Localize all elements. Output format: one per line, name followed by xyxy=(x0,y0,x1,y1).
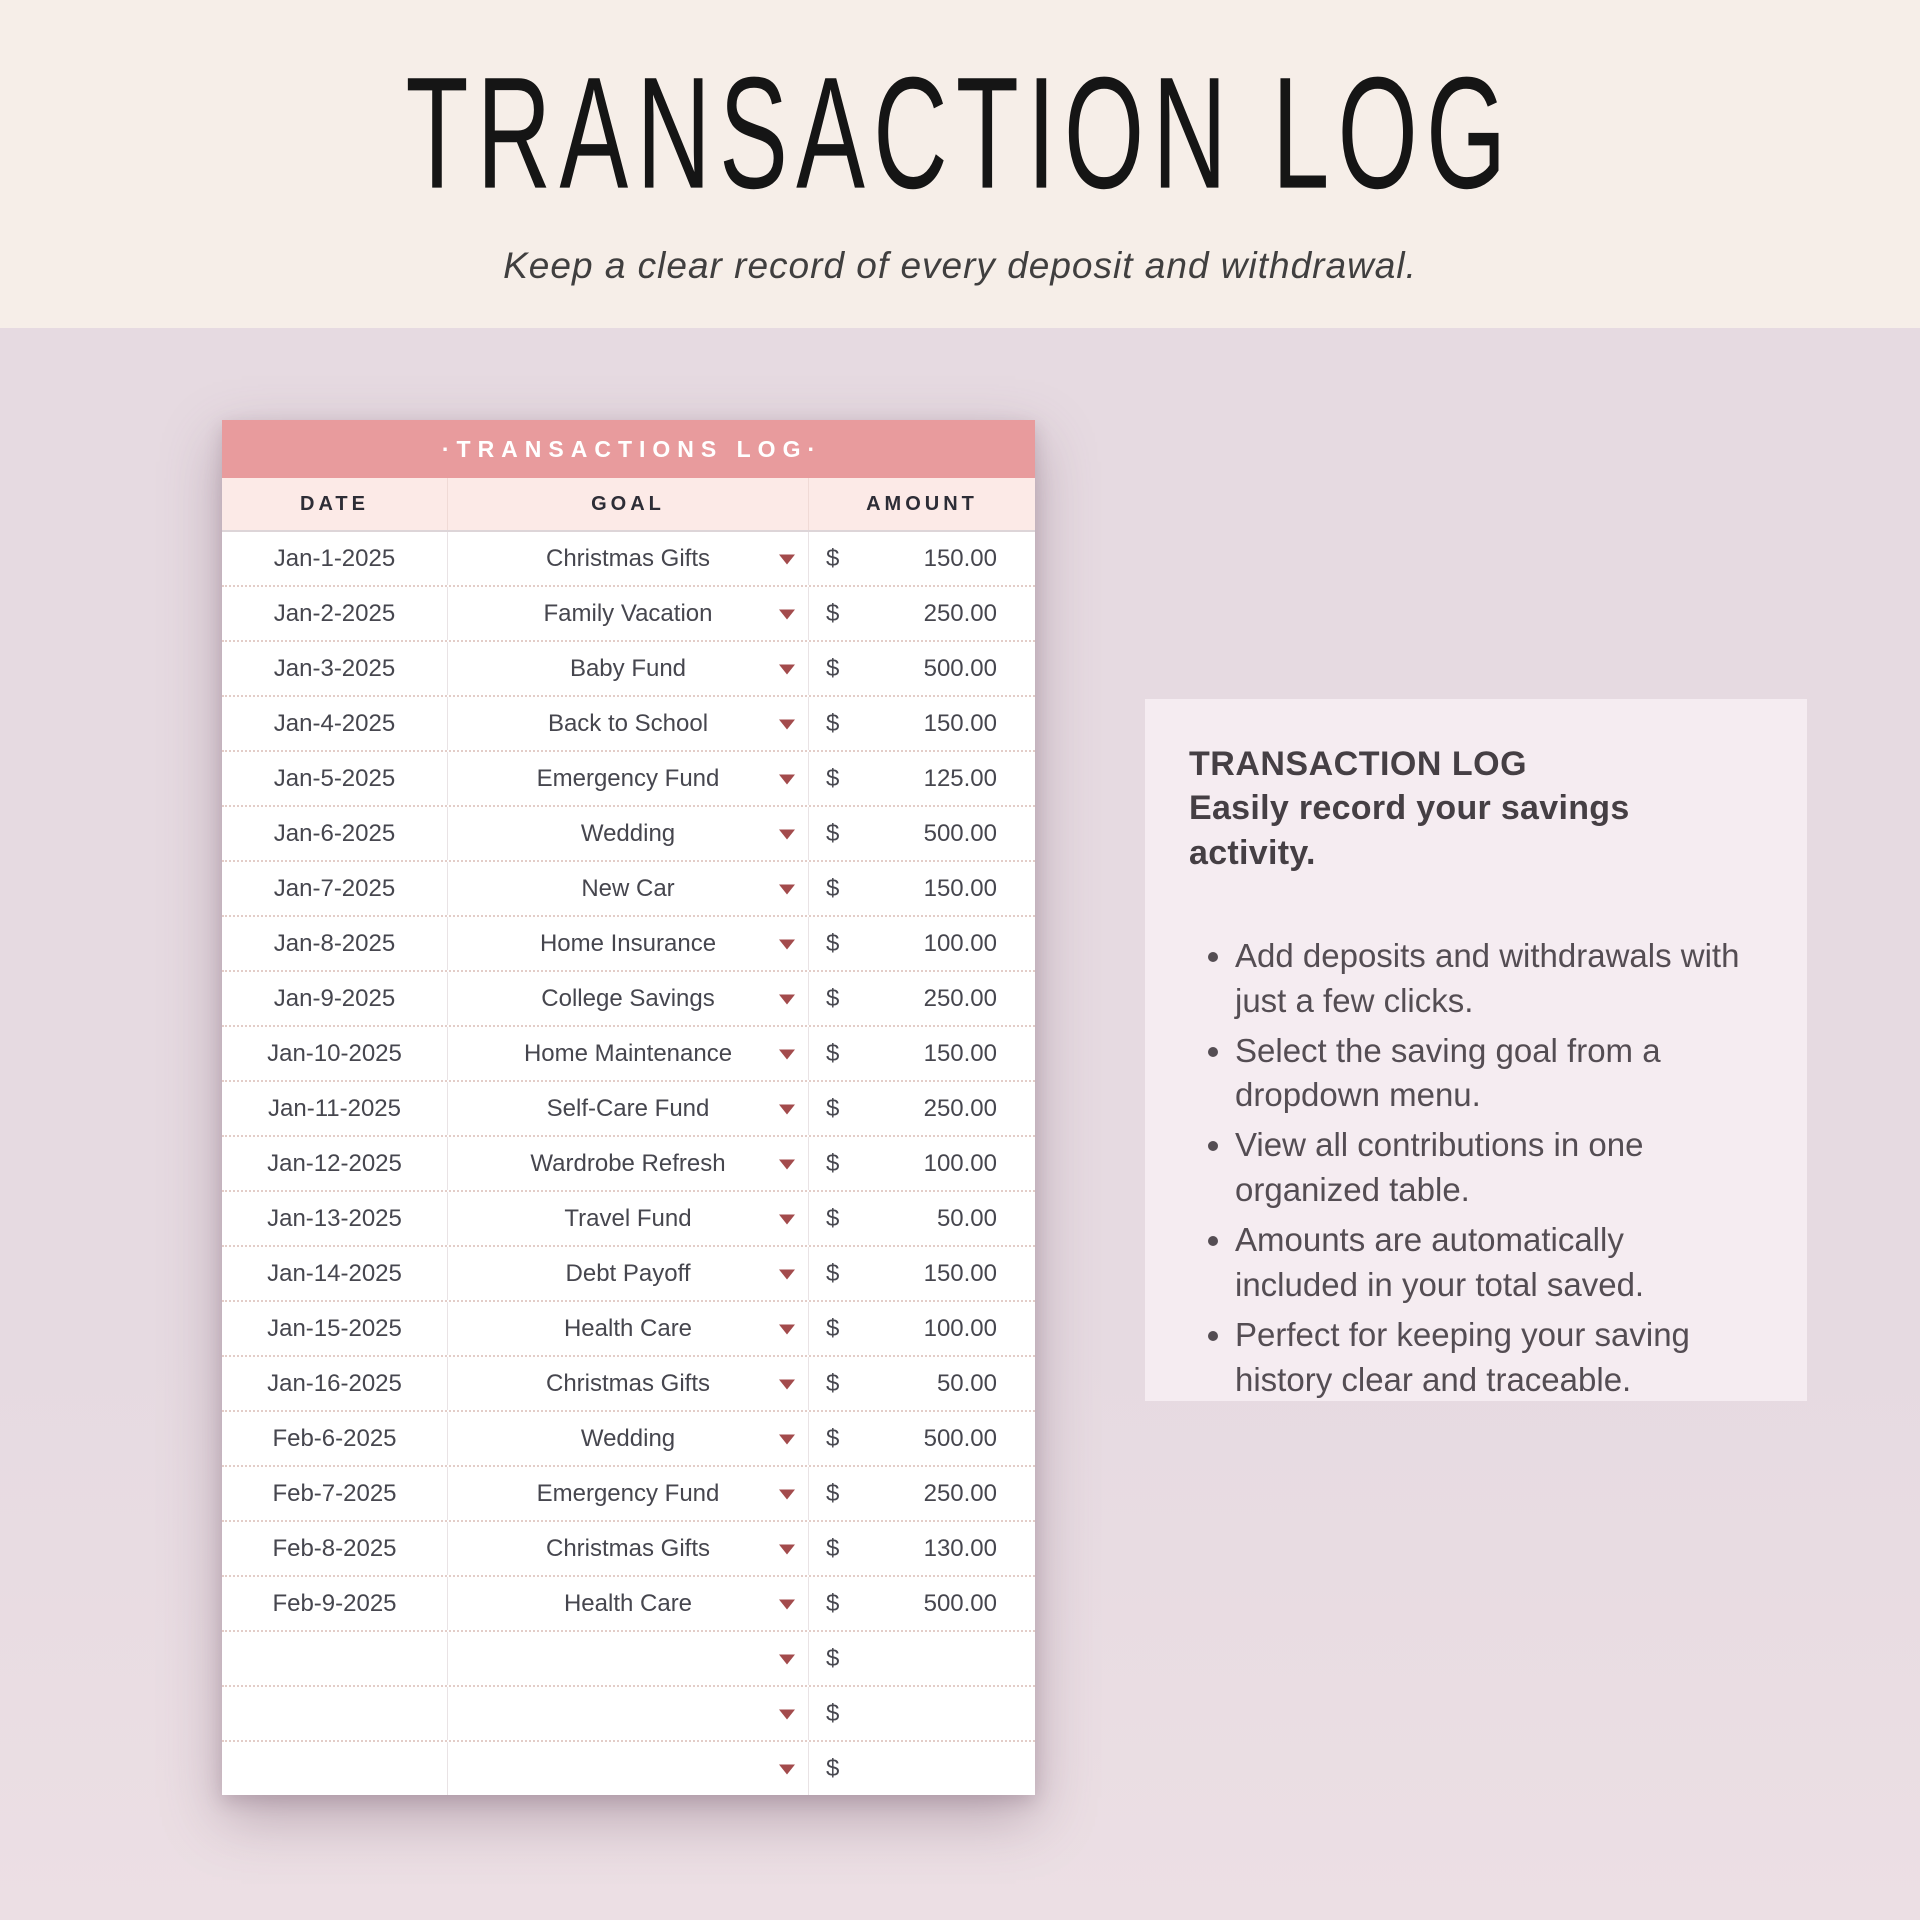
dropdown-arrow-icon[interactable] xyxy=(779,1104,795,1114)
currency-symbol: $ xyxy=(826,764,840,792)
goal-cell[interactable] xyxy=(447,1357,809,1410)
column-header-goal: GOAL xyxy=(447,478,809,530)
dropdown-arrow-icon[interactable] xyxy=(779,774,795,784)
table-row xyxy=(222,1355,1035,1410)
amount-value: 100.00 xyxy=(923,1149,997,1177)
goal-label: College Savings xyxy=(541,984,715,1012)
table-row xyxy=(222,1080,1035,1135)
amount-cell xyxy=(809,1742,1035,1795)
amount-value: 100.00 xyxy=(923,1314,997,1342)
goal-label: Baby Fund xyxy=(569,654,687,682)
currency-symbol: $ xyxy=(826,1754,840,1782)
dropdown-arrow-icon[interactable] xyxy=(779,609,795,619)
feature-list-item: • Select the saving goal from a dropdown menu. xyxy=(1235,1029,1755,1119)
date-cell: Jan-2-2025 xyxy=(273,599,396,627)
goal-label: Wardrobe Refresh xyxy=(530,1149,726,1177)
amount-value: 250.00 xyxy=(923,1479,997,1507)
table-row xyxy=(222,1740,1035,1795)
currency-symbol: $ xyxy=(826,1644,840,1672)
currency-symbol: $ xyxy=(826,1589,840,1617)
goal-cell[interactable] xyxy=(447,697,809,750)
goal-label: Health Care xyxy=(563,1314,693,1342)
feature-list-item: • Perfect for keeping your saving history clear and traceable. xyxy=(1235,1313,1755,1403)
feature-list-item: • Amounts are automatically included in your total saved. xyxy=(1235,1218,1755,1308)
date-cell: Feb-7-2025 xyxy=(272,1479,397,1507)
dropdown-arrow-icon[interactable] xyxy=(779,1434,795,1444)
column-header-date: DATE xyxy=(300,492,369,515)
date-cell: Jan-9-2025 xyxy=(273,984,396,1012)
date-cell: Jan-11-2025 xyxy=(268,1094,401,1122)
feature-list xyxy=(1189,934,1771,1403)
amount-value: 150.00 xyxy=(923,1259,997,1287)
amount-value: 500.00 xyxy=(923,1589,997,1617)
amount-cell xyxy=(809,1027,1035,1080)
amount-cell xyxy=(809,1522,1035,1575)
date-cell: Jan-10-2025 xyxy=(267,1039,402,1067)
date-cell xyxy=(222,1742,447,1795)
goal-cell[interactable] xyxy=(447,1742,809,1795)
goal-label: Home Maintenance xyxy=(523,1039,733,1067)
table-row xyxy=(222,1190,1035,1245)
currency-symbol: $ xyxy=(826,984,840,1012)
amount-cell xyxy=(809,532,1035,585)
dropdown-arrow-icon[interactable] xyxy=(779,884,795,894)
currency-symbol: $ xyxy=(826,1039,840,1067)
amount-value: 50.00 xyxy=(936,1369,997,1397)
goal-cell[interactable] xyxy=(447,972,809,1025)
goal-label: Christmas Gifts xyxy=(545,1369,710,1397)
date-cell: Jan-14-2025 xyxy=(267,1259,402,1287)
amount-value: 250.00 xyxy=(923,599,997,627)
table-row xyxy=(222,585,1035,640)
amount-cell xyxy=(809,1192,1035,1245)
table-body xyxy=(222,532,1035,1795)
dropdown-arrow-icon[interactable] xyxy=(779,1709,795,1719)
table-header-row xyxy=(222,478,1035,532)
goal-label: New Car xyxy=(581,874,675,902)
dropdown-arrow-icon[interactable] xyxy=(779,939,795,949)
goal-label: Travel Fund xyxy=(564,1204,692,1232)
goal-cell[interactable] xyxy=(447,587,809,640)
dropdown-arrow-icon[interactable] xyxy=(779,554,795,564)
table-row xyxy=(222,970,1035,1025)
table-row xyxy=(222,860,1035,915)
goal-label: Back to School xyxy=(547,709,709,737)
date-cell xyxy=(222,1687,447,1740)
dropdown-arrow-icon[interactable] xyxy=(779,1159,795,1169)
goal-cell[interactable] xyxy=(447,862,809,915)
date-cell: Jan-5-2025 xyxy=(273,764,396,792)
amount-value: 150.00 xyxy=(923,544,997,572)
currency-symbol: $ xyxy=(826,544,840,572)
goal-label: Emergency Fund xyxy=(536,1479,720,1507)
currency-symbol: $ xyxy=(826,1534,840,1562)
table-row xyxy=(222,695,1035,750)
amount-value: 500.00 xyxy=(923,819,997,847)
goal-cell[interactable] xyxy=(447,1082,809,1135)
table-row xyxy=(222,1465,1035,1520)
dropdown-arrow-icon[interactable] xyxy=(779,1764,795,1774)
dropdown-arrow-icon[interactable] xyxy=(779,1049,795,1059)
dropdown-arrow-icon[interactable] xyxy=(779,664,795,674)
goal-cell[interactable] xyxy=(447,1302,809,1355)
date-cell xyxy=(222,1632,447,1685)
table-row xyxy=(222,915,1035,970)
goal-cell[interactable] xyxy=(447,752,809,805)
page-subtitle: Keep a clear record of every deposit and withdrawal. xyxy=(503,245,1417,286)
currency-symbol: $ xyxy=(826,819,840,847)
date-cell: Jan-1-2025 xyxy=(273,544,396,572)
table-row xyxy=(222,805,1035,860)
amount-value: 250.00 xyxy=(923,984,997,1012)
dropdown-arrow-icon[interactable] xyxy=(779,1269,795,1279)
table-row xyxy=(222,1245,1035,1300)
currency-symbol: $ xyxy=(826,1369,840,1397)
goal-cell[interactable] xyxy=(447,1192,809,1245)
table-row xyxy=(222,532,1035,585)
goal-label: Family Vacation xyxy=(543,599,713,627)
amount-value: 130.00 xyxy=(923,1534,997,1562)
table-row xyxy=(222,1025,1035,1080)
currency-symbol: $ xyxy=(826,1259,840,1287)
transactions-table xyxy=(222,420,1035,1795)
table-row xyxy=(222,1685,1035,1740)
amount-cell xyxy=(809,1302,1035,1355)
amount-cell xyxy=(809,1467,1035,1520)
currency-symbol: $ xyxy=(826,929,840,957)
amount-value: 500.00 xyxy=(923,654,997,682)
goal-cell[interactable] xyxy=(447,1467,809,1520)
goal-label: Emergency Fund xyxy=(536,764,720,792)
amount-cell xyxy=(809,697,1035,750)
amount-value: 50.00 xyxy=(936,1204,997,1232)
goal-cell[interactable] xyxy=(447,1522,809,1575)
amount-cell xyxy=(809,972,1035,1025)
dropdown-arrow-icon[interactable] xyxy=(779,1214,795,1224)
currency-symbol: $ xyxy=(826,599,840,627)
dropdown-arrow-icon[interactable] xyxy=(779,1544,795,1554)
date-cell: Jan-3-2025 xyxy=(273,654,396,682)
amount-cell xyxy=(809,1082,1035,1135)
goal-cell[interactable] xyxy=(447,532,809,585)
amount-cell xyxy=(809,1357,1035,1410)
dropdown-arrow-icon[interactable] xyxy=(779,1599,795,1609)
currency-symbol: $ xyxy=(826,1149,840,1177)
feature-panel xyxy=(1145,699,1807,1401)
dropdown-arrow-icon[interactable] xyxy=(779,719,795,729)
amount-cell xyxy=(809,807,1035,860)
amount-cell xyxy=(809,1577,1035,1630)
goal-cell[interactable] xyxy=(447,642,809,695)
goal-label: Christmas Gifts xyxy=(545,544,710,572)
amount-value: 100.00 xyxy=(923,929,997,957)
amount-value: 125.00 xyxy=(923,764,997,792)
date-cell: Jan-16-2025 xyxy=(267,1369,402,1397)
goal-cell[interactable] xyxy=(447,807,809,860)
goal-cell[interactable] xyxy=(447,1027,809,1080)
goal-cell[interactable] xyxy=(447,1577,809,1630)
panel-heading: TRANSACTION LOG xyxy=(1189,745,1528,783)
dropdown-arrow-icon[interactable] xyxy=(779,1654,795,1664)
goal-cell[interactable] xyxy=(447,1137,809,1190)
currency-symbol: $ xyxy=(826,1479,840,1507)
panel-subheading: Easily record your savings activity. xyxy=(1189,789,1630,872)
table-row xyxy=(222,1520,1035,1575)
currency-symbol: $ xyxy=(826,1204,840,1232)
table-row xyxy=(222,750,1035,805)
goal-label: Home Insurance xyxy=(539,929,717,957)
column-header-amount: AMOUNT xyxy=(866,492,978,515)
goal-cell[interactable] xyxy=(447,1247,809,1300)
date-cell: Jan-6-2025 xyxy=(273,819,396,847)
date-cell: Jan-12-2025 xyxy=(267,1149,402,1177)
table-row xyxy=(222,1630,1035,1685)
currency-symbol: $ xyxy=(826,1699,840,1727)
goal-label: Health Care xyxy=(563,1589,693,1617)
amount-value: 250.00 xyxy=(923,1094,997,1122)
date-cell: Feb-6-2025 xyxy=(272,1424,397,1452)
goal-label: Wedding xyxy=(580,819,676,847)
table-row xyxy=(222,1575,1035,1630)
hero-banner xyxy=(0,0,1920,328)
currency-symbol: $ xyxy=(826,874,840,902)
goal-cell[interactable] xyxy=(447,1412,809,1465)
goal-label: Christmas Gifts xyxy=(545,1534,710,1562)
amount-cell xyxy=(809,917,1035,970)
table-row xyxy=(222,1410,1035,1465)
amount-cell xyxy=(809,1632,1035,1685)
dropdown-arrow-icon[interactable] xyxy=(779,829,795,839)
amount-cell xyxy=(809,1687,1035,1740)
goal-cell[interactable] xyxy=(447,1632,809,1685)
amount-cell xyxy=(809,1137,1035,1190)
goal-label: Wedding xyxy=(580,1424,676,1452)
date-cell: Jan-8-2025 xyxy=(273,929,396,957)
goal-label: Self-Care Fund xyxy=(546,1094,710,1122)
feature-list-item: • View all contributions in one organized table. xyxy=(1235,1123,1755,1213)
goal-cell[interactable] xyxy=(447,1687,809,1740)
currency-symbol: $ xyxy=(826,709,840,737)
table-title-bar xyxy=(222,420,1035,478)
dropdown-arrow-icon[interactable] xyxy=(779,1324,795,1334)
table-row xyxy=(222,640,1035,695)
amount-cell xyxy=(809,642,1035,695)
date-cell: Jan-4-2025 xyxy=(273,709,396,737)
dropdown-arrow-icon[interactable] xyxy=(779,1379,795,1389)
goal-cell[interactable] xyxy=(447,917,809,970)
date-cell: Jan-15-2025 xyxy=(267,1314,402,1342)
amount-cell xyxy=(809,587,1035,640)
date-cell: Jan-13-2025 xyxy=(267,1204,402,1232)
dropdown-arrow-icon[interactable] xyxy=(779,994,795,1004)
amount-value: 150.00 xyxy=(923,1039,997,1067)
amount-cell xyxy=(809,752,1035,805)
currency-symbol: $ xyxy=(826,1314,840,1342)
amount-cell xyxy=(809,1412,1035,1465)
dropdown-arrow-icon[interactable] xyxy=(779,1489,795,1499)
amount-value: 150.00 xyxy=(923,709,997,737)
table-row xyxy=(222,1135,1035,1190)
table-row xyxy=(222,1300,1035,1355)
currency-symbol: $ xyxy=(826,1094,840,1122)
amount-cell xyxy=(809,862,1035,915)
table-title: ·TRANSACTIONS LOG· xyxy=(441,435,823,462)
date-cell: Feb-9-2025 xyxy=(272,1589,397,1617)
date-cell: Jan-7-2025 xyxy=(273,874,396,902)
currency-symbol: $ xyxy=(826,1424,840,1452)
amount-value: 150.00 xyxy=(923,874,997,902)
currency-symbol: $ xyxy=(826,654,840,682)
goal-label: Debt Payoff xyxy=(565,1259,691,1287)
amount-cell xyxy=(809,1247,1035,1300)
page-title: TRANSACTION LOG xyxy=(405,44,1515,222)
amount-value: 500.00 xyxy=(923,1424,997,1452)
feature-list-item: • Add deposits and withdrawals with just a few clicks. xyxy=(1235,934,1755,1024)
date-cell: Feb-8-2025 xyxy=(272,1534,397,1562)
